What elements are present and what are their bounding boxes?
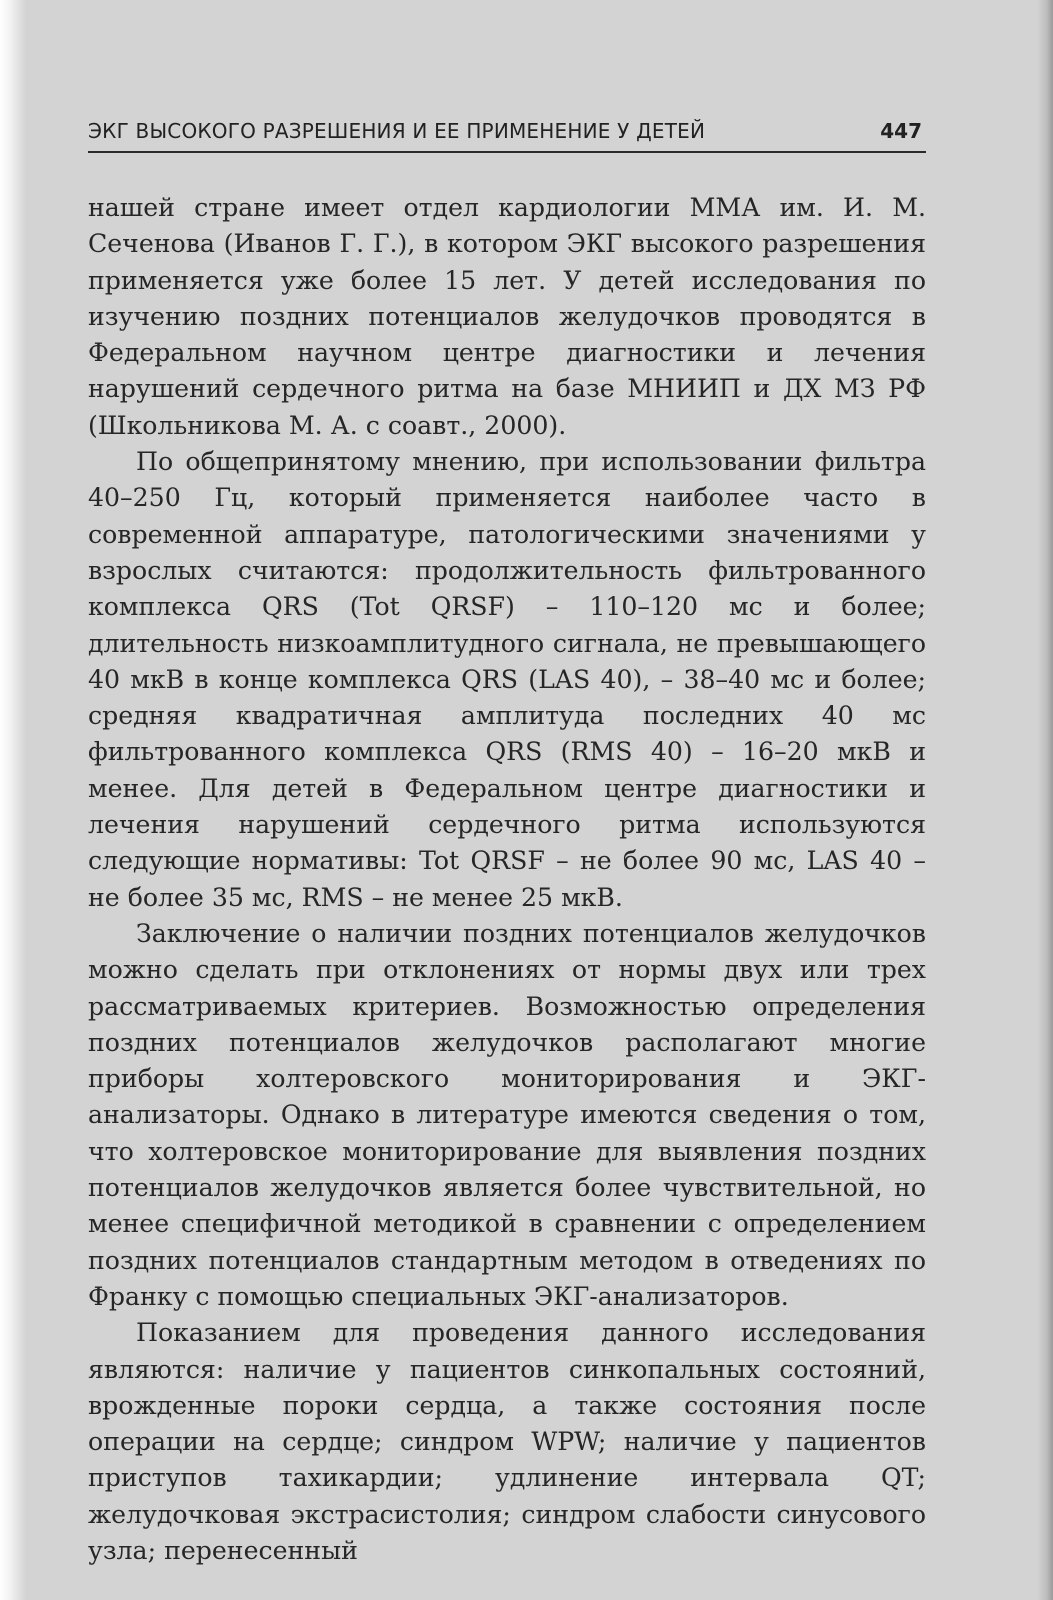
paragraph: Заключение о наличии поздних потенциалов желудочков можно сделать при отклонениях от нормы двух или трех рассматриваемых критериев. Возможностью определения поздних потенциалов желудочков располагают многие приборы холтеровского мониторирования и ЭКГ-анализаторы. Однако в литературе имеются сведения о том, что холтеровское мониторирование для выявления поздних потенциалов желудочков является более чувствительной, но менее специфичной методикой в сравнении с определением поздних потенциалов стандартным методом в отведениях по Франку с помощью специальных ЭКГ-анализаторов. (88, 918, 926, 1311)
running-header-title: ЭКГ ВЫСОКОГО РАЗРЕШЕНИЯ И ЕЕ ПРИМЕНЕНИЕ У ДЕТЕЙ (88, 119, 706, 143)
paragraph: Показанием для проведения данного исследования являются: наличие у пациентов синкопальных состояний, врожденные пороки сердца, а также состояния после операции на сердце; синдром WPW; наличие у пациентов приступов тахикардии; удлинение интервала QT; желудочковая экстрасистолия; синдром слабости синусового узла; перенесенный (88, 1318, 926, 1565)
paragraph: По общепринятому мнению, при использовании фильтра 40–250 Гц, который применяется наиболее часто в современной аппаратуре, патологическими значениями у взрослых считаются: продолжительность фильтрованного комплекса QRS (Tot QRSF) – 110–120 мс и более; длительность низкоамплитудного сигнала, не превышающего 40 мкВ в конце комплекса QRS (LAS 40), – 38–40 мс и более; средняя квадратичная амплитуда последних 40 мс фильтрованного комплекса QRS (RMS 40) – 16–20 мкВ и менее. Для детей в Федеральном центре диагностики и лечения нарушений сердечного ритма используются следующие нормативы: Tot QRSF – не более 90 мс, LAS 40 – не более 35 мс, RMS – не менее 25 мкВ. (88, 447, 926, 912)
running-header (88, 117, 926, 153)
body-text (88, 190, 926, 1569)
page-number: 447 (880, 119, 922, 143)
paragraph-continued: нашей стране имеет отдел кардиологии ММА им. И. М. Сеченова (Иванов Г. Г.), в котором ЭКГ высокого разрешения применяется уже более 15 лет. У детей исследования по изучению поздних потенциалов желудочков проводятся в Федеральном научном центре диагностики и лечения нарушений сердечного ритма на базе МНИИП и ДХ МЗ РФ (Школьникова М. А. с соавт., 2000). (88, 193, 926, 440)
